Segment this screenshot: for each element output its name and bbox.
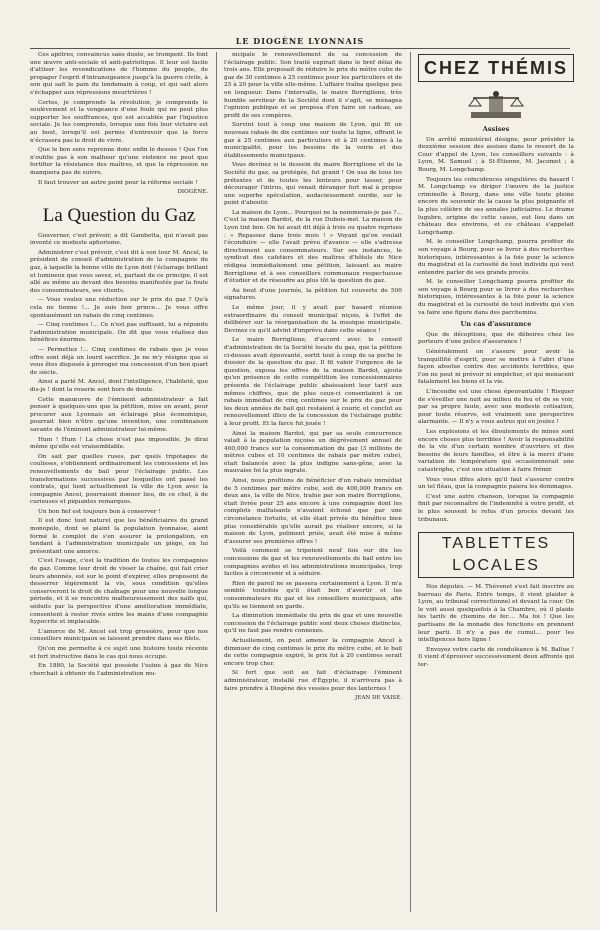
column-2 (224, 52, 402, 912)
signature: DIOGÈNE. (177, 189, 208, 196)
paragraph: L'incendie est une chose épouvantable ! Risquer de s'éveiller une nuit au milieu du feu et de se voir, par sa propre faute, avec une modeste cotisation, pour toute réserve, est vraiment une perspective alarmante. — Il n'y a vous autres qui en jouiez ! (418, 389, 574, 426)
paragraph: La diminution immédiate du prix de gaz et une nouvelle concession de l'éclairage public sont deux choses distinctes, qu'il ne faut pas rendre connexes. (224, 613, 402, 635)
paragraph: Ces apôtres, convaincus sans doute, se trompent. Ils font une œuvre anti-sociale et anti-patriotique. Il leur est facile d'attiser les revendications de l'homme du peuple, de propager l'esprit d'intransigeance jusqu'à la guerre civile, à son qui sait le pain du lendemain à coup, et qui sait alors s'échapper aux répressions meurtrières ! (30, 52, 208, 96)
paragraph: Si fort que soit au fait d'éclairage l'éminent administrateur, installé rue d'Égypte, il n'arrivera pas à faire prendre à Diogène des vessies pour des lanternes ! (224, 670, 402, 692)
paragraph: Un bon fief est toujours bon à conserver ! (38, 508, 161, 515)
column-1 (30, 52, 208, 912)
paragraph: La maison de Lyon... Pourquoi ne la nommerais-je pas ?... C'est la maison Bardot, de la rue Dubois-mel. La maison de Lyon tint bon. On lui avait dit déjà à trois ou quatre reprises : « Repassez dans trois mois ! » Voyant qu'on voulait l'éconduire — elle l'avait prévu d'avance — elle s'adressa directement aux consommateurs. Sur ses instances, le syndicat des cafetiers et des maîtres d'hôtels de Nice rédigea immédiatement une pétition, laissant au maire Borriglione et à ses conseillers communaux respectueuse d'étudier et de résoudre au plus tôt la question du gaz. (224, 209, 402, 285)
column-3 (418, 52, 574, 912)
paragraph: Ainsi la maison Bardot, qui par sa seule concurrence valait à la population niçoise un dégrèvement annuel de 400,000 francs sur la consommation du gaz (3 millions de mètres cubes et 10 centimes de rabais par mètre cube), était balancée avec la plus indigne sans-gêne, avec la mauvaise foi la plus ingrate. (224, 430, 402, 475)
paragraph: Au bout d'une journée, la pétition fut couverte de 500 signatures. (224, 287, 402, 302)
paragraph: On sait par quelles ruses, par quels tripotages de coulisses, s'obtiennent ordinairement les concessions et les renouvellements de bail pour l'éclairage public. Les transformations successives par lesquelles ont passé les contrats, qui lient actuellement la ville de Lyon avec la compagnie Ancel, pourraient donner lieu, de ce chef, à de curieuses et piquantes remarques. (30, 453, 208, 506)
paragraph: Ainsi a parlé M. Ancel, dont l'intelligence, l'habileté, que dis-je ! dont la rouerie sont hors de doute. (30, 379, 208, 393)
scales-of-justice-icon (461, 88, 531, 122)
paragraph: — Permettez !... Cinq centimes de rabais que je vous offre sont déjà un lourd sacrifice. Je ne m'y résigne que si vous êtes disposés à proroger ma concession d'un bon quart de siècle. (30, 347, 208, 376)
paragraph: Vous devinez si le dessein du maire Borriglione et de la Société du gaz, sa protégée, fut grand ! On usa de tous les prétextes et de toutes les lenteurs pour lasser, pour décourager l'intrus, qui venait déranger fort mal à propos une superbe spéculation, audacieusement ourdie, sur le point d'aboutir. (224, 162, 402, 207)
paragraph: Le même jour, il y avait par hasard réunion extraordinaire du conseil municipal niçois, à l'effet de délibérer sur la réorganisation de la musique municipale. Devinez ce qu'il advint d'imprévu dans cette séance ! (224, 305, 402, 334)
paragraph: Le maire Borriglione, d'accord avec le conseil d'administration de la Société locale du gaz, que la pétition ci-dessus avait épouvanté, sortit tout à coup de sa poche le dossier de la question du gaz. Il fit valoir l'urgence de la question, exposa les offres de la maison Bardot, ajouta qu'en présence de cette compétition les concessionnaires présents de l'éclairage public abaissaient leur tarif aux mêmes chiffres, que de plus ceux-ci consentaient à un rabais immédiat de cinq centimes sur le prix du gaz pour les deux années de bail qui restaient à courir, et conclut au renouvellement illico de la concession de l'éclairage public à leur profit. Et la farce fut jouée ! (224, 337, 402, 427)
paragraph: Nos députés. — M. Thévenet s'est fait inscrire au barreau de Paris. Entre temps, il vient plaider à Lyon, au tribunal correctionnel et devant la cour. On le voit aussi quelquefois à la Chambre, où il plaide les tarifs de chemins de fer.... Ma foi ! Que les partisans de la monade des fonctions en prennent leur parti. Il n'y a pas de cumul... pour les intelligences hors ligne ! (418, 584, 574, 644)
paragraph: C'est l'usage, c'est la tradition de toutes les compagnies de gaz. Comme leur droit de visser la chaîne, qui fait crier leurs abonnés, est sur le point d'expirer, elles proposent de desserrer légèrement la vis, sous condition qu'elles conserveront le droit de chaînage pour une nouvelle longue période, et il se rencontre malheureusement des naïfs qui, séduits par la perspective d'une amélioration immédiate, consentent à rester rivés entre les mains d'une compagnie hypocrite et implacable. (30, 558, 208, 626)
paragraph: Rien de pareil ne se passera certainement à Lyon. Il m'a semblé toutefois qu'il était bon d'avertir et les consommateurs du gaz et les conseillers municipaux, afin qu'ils se tiennent en garde. (224, 580, 402, 610)
column-divider (216, 52, 217, 912)
paragraph: Envoyez votre carte de condoléance à M. Ballue ! Il vient d'éprouver successivement deux affronts qui ter- (418, 646, 574, 669)
paragraph: Survint tout à coup une maison de Lyon, qui fit un nouveau rabais de dix centimes sur toute la ligne, offrant le gaz à 25 centimes aux particuliers et à 20 centimes à la municipalité, pour les besoins de la voirie et des établissements municipaux. (224, 122, 402, 159)
paragraph: L'amorce de M. Ancel est trop grossière, pour que nos conseillers municipaux se laissent prendre dans ses filets. (30, 628, 208, 643)
paragraph: Cette manœuvre de l'éminent administrateur a fait penser à quelques-uns que la pétition, mise en avant, pour procurer aux Lyonnais un éclairage plus économique, pourrait bien n'être qu'une invention, une combinaison savante de l'éminent administrateur lui-même. (30, 396, 208, 433)
paragraph: C'est une autre chanson, lorsque la compagnie finit par reconnaître de l'indemnité à votre profit, et le plus souvent le refus d'un procès devant les tribunaux. (418, 493, 574, 523)
paragraph: Il faut trouver un autre point pour la réforme sociale ! (38, 179, 198, 186)
paragraph: Un arrêté ministériel désigne, pour présider la deuxième session des assises dans le ressort de la Cour d'appel de Lyon, les conseillers suivants : à Lyon, M. Samuel ; à St-Étienne, M. Jacomet ; à Bourg, M. Longchamp. (418, 136, 574, 173)
paragraph: Les explosions et les éboulements de mines sont encore choses plus terribles ! Avoir la responsabilité de la vie d'un certain nombre d'ouvriers et des besoins de leurs familles, et être à la merci d'une variation de température qui occasionnerait une catastrophe, c'est une situation à faire frémir. (418, 428, 574, 473)
paragraph: M. le conseiller Longchamp, pourra profiter de son voyage à Bourg, pour se livrer à des recherches historiques, intéressantes à la fois pour la science du magistrat et la curiosité de tout individu qui veut entendre parler de ses grands procès. (418, 239, 574, 276)
paragraph: Administrer c'est prévoir, c'est dit à son tour M. Ancel, le président de conseil d'administration de la compagnie du gaz, à laquelle la bonne ville de Lyon doit l'éclairage brillant et lumineux que vous savez, et, partant de ce principe, il est allé au même au devant des besoins manifestés par la foule des consommateurs, ses clients. (30, 249, 208, 294)
paragraph: Voilà comment se tripotent neuf fois sur dix les concessions de gaz et les renouvellements de bail entre les compagnies avides et les administrations municipales, trop faciles à circonvenir et à séduire. (224, 548, 402, 578)
paragraph: — Cinq centimes !... Ce n'est pas suffisant, lui a répondu l'administration municipale. On dit que vous réalisez des bénéfices énormes. (30, 322, 208, 344)
section-title-tablettes: TABLETTES LOCALES (418, 532, 574, 578)
paragraph: Toujours les coïncidences singulières du hasard ! M. Longchamp va diriger l'œuvre de la justice criminelle à Bourg, dans une ville toute pleine encore du souvenir de la cause la plus poignante et la plus célèbre de ses annales judiciaires. Le drame lugubre, origine de cette cause, eut lieu dans un château des environs, et ce château s'appelait Longchamp. (418, 176, 574, 236)
paragraph: Il est donc tout naturel que les bénéficiaires du grand monopole, dont se plaint la population lyonnaise, aient formé le complot de s'en assurer la prolongation, en tendant à l'administration municipale un piège, en lui présentant une amorce. (30, 518, 208, 555)
paragraph: Hum ! Hum ! La chose n'est pas impossible. Je dirai même qu'elle est vraisemblable. (30, 436, 208, 451)
signature: JEAN DE VAISE. (355, 695, 402, 702)
paragraph: nicipale le renouvellement de sa concession de l'éclairage public. Son traité expirait dans le bref délai de trois ans. Elle proposait de réduire le prix du mètre cube de gaz de 30 centimes à 25 centimes pour les particuliers et de 25 à 20 pour la ville elle-même. L'affaire traîna quelque peu en longueur. Dans l'intervalle, le maire Borriglione, très humble serviteur de la Société dont il s'agit, se ménagea l'opinion publique et se proposa d'en faire un cadeau, au profit de ses compères. (224, 52, 402, 119)
paragraph: Que le bon sens reprenne donc enfin le dessus ! Que l'on n'oublie pas à son malheur qu'une violence ne peut que fortifier la résistance des maîtres, et que la répression ne manquera pas de suivre. (30, 147, 208, 176)
paragraph: M. le conseiller Longchamp pourra profiter de son voyage à Bourg pour se livrer à des recherches historiques, intéressantes à la fois pour la science du magistrat et la curiosité de tout individu qui s'en va faire une figure dans des parchemins. (418, 279, 574, 316)
paragraph: Ainsi, nous profitons de bénéficier d'un rabais immédiat de 5 centimes par mètre cube, soit de 400,000 francs en deux ans, la ville de Nice, trahie par son maire Borriglione, était livrée pour 25 ans encore à une compagnie dont les complots malfaisants n'avaient échoué que par une circonstance fortuite, et elle était privée du bénéfice bien plus considérable qu'elle aurait pu réaliser encore, si la maison de Lyon, poliment priée, avait été mise à même d'assurer ses premières offres ! (224, 478, 402, 545)
paragraph: En 1880, la Société qui possède l'usine à gaz de Nice cherchait à obtenir de l'administration mu- (30, 663, 208, 677)
section-title-chez-themis: CHEZ THÉMIS (418, 54, 574, 82)
paragraph: Que de déceptions, que de déboires chez les porteurs d'une police d'assurance ! (418, 331, 574, 346)
paragraph: Vous vous dites alors qu'il faut s'assurer contre un tel fléau, que la compagnie paiera les dommages. (418, 476, 574, 491)
paragraph: Actuellement, on peut amener la compagnie Ancel à diminuer de cinq centimes le prix du mètre cube, et le bail de cette compagnie expiré, le prix fut à 20 centimes serait encore trop cher. (224, 637, 402, 667)
paragraph: Qu'on me permette à ce sujet une histoire toute récente et fort instructive dans le cas qui nous occupe. (30, 645, 208, 660)
subheading-assises: Assises (482, 125, 510, 133)
column-divider (410, 52, 411, 912)
masthead: LE DIOGÈNE LYONNAIS (30, 36, 570, 49)
paragraph: Gouverner, c'est prévoir, a dit Gambetta, qui n'avait pas inventé ce modeste aphorisme. (30, 232, 208, 247)
paragraph: Certes, je comprends la révolution, je comprends le soulèvement et la vengeance d'une foule qui ne peut plus supporter les souffrances, qui est accablée par l'injustice sociale. Je les comprends, lorsque une fois leur victoire est au bout, lorsqu'il est permis d'entrevoir que la force n'écrasera pas le droit de vivre. (30, 99, 208, 144)
paragraph: — Vous voulez une réduction sur le prix du gaz ? Qu'à cela ne tienne !... Je suis bon prince... Je vous offre spontanément un rabais de cinq centimes. (30, 297, 208, 319)
subheading-cas-assurance: Un cas d'assurance (460, 320, 532, 329)
article-headline: La Question du Gaz (42, 204, 196, 226)
paragraph: Généralement on s'assure pour avoir la tranquillité d'esprit, pour se mettre à l'abri d'une façon absolue contre des accidents terribles, que l'on ne peut ni prévoir ni empêcher, et qui menacent fatalement les biens et la vie. (418, 349, 574, 386)
